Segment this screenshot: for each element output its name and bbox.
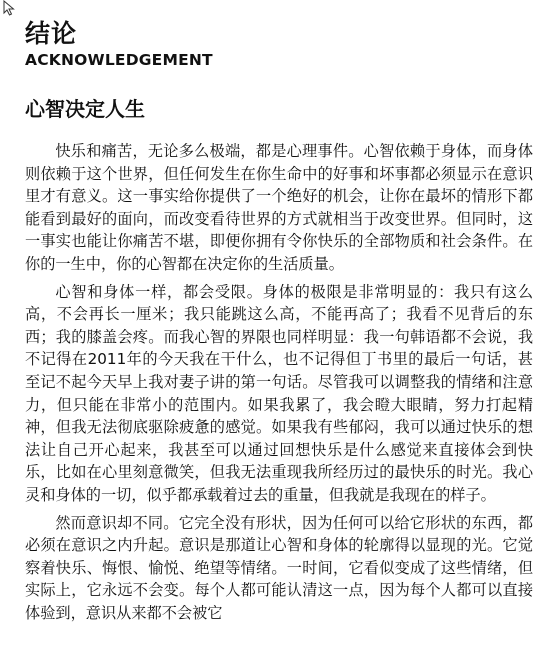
chapter-title: 结论 [25, 19, 78, 48]
paragraph: 心智和身体一样，都会受限。身体的极限是非常明显的：我只有这么高，不会再长一厘米；我只能跳这么高，不能再高了；我看不见背后的东西；我的膝盖会疼。而我心智的界限也同样明显：我一句韩语都不会说，我不记得在2011年的今天我在干什么，也不记得但丁书里的最后一句话，甚至记不起今天早上我对妻子讲的第一句话。尽管我可以调整我的情绪和注意力，但只能在非常小的范围内。如果我累了，我会瞪大眼睛，努力打起精神，但我无法彻底驱除疲惫的感觉。如果我有些郁闷，我可以通过快乐的想法让自己开心起来，我甚至可以通过回想快乐是什么感觉来直接体会到快乐，比如在心里刻意微笑，但我无法重现我所经历过的最快乐的时光。我心灵和身体的一切，似乎都承载着过去的重量，但我就是我现在的样子。 [25, 282, 533, 504]
document-page [25, 18, 533, 629]
paragraph: 快乐和痛苦，无论多么极端，都是心理事件。心智依赖于身体，而身体则依赖于这个世界，但任何发生在你生命中的好事和坏事都必须显示在意识里才有意义。这一事实给你提供了一个绝好的机会，让你在最坏的情形下都能看到最好的面向，而改变看待世界的方式就相当于改变世界。但同时，这一事实也能让你痛苦不堪，即便你拥有令你快乐的全部物质和社会条件。在你的一生中，你的心智都在决定你的生活质量。 [25, 142, 533, 273]
section-title: 心智决定人生 [25, 97, 145, 121]
chapter-subtitle: ACKNOWLEDGEMENT [25, 51, 213, 69]
mouse-cursor-icon [3, 0, 17, 16]
body-text [25, 140, 533, 624]
paragraph: 然而意识却不同。它完全没有形状，因为任何可以给它形状的东西，都必须在意识之内升起。意识是那道让心智和身体的轮廓得以显现的光。它觉察着快乐、悔恨、愉悦、绝望等情绪。一时间，它看似变成了这些情绪，但实际上，它永远不会变。每个人都可能认清这一点，因为每个人都可以直接体验到，意识从来都不会被它 [25, 513, 533, 622]
